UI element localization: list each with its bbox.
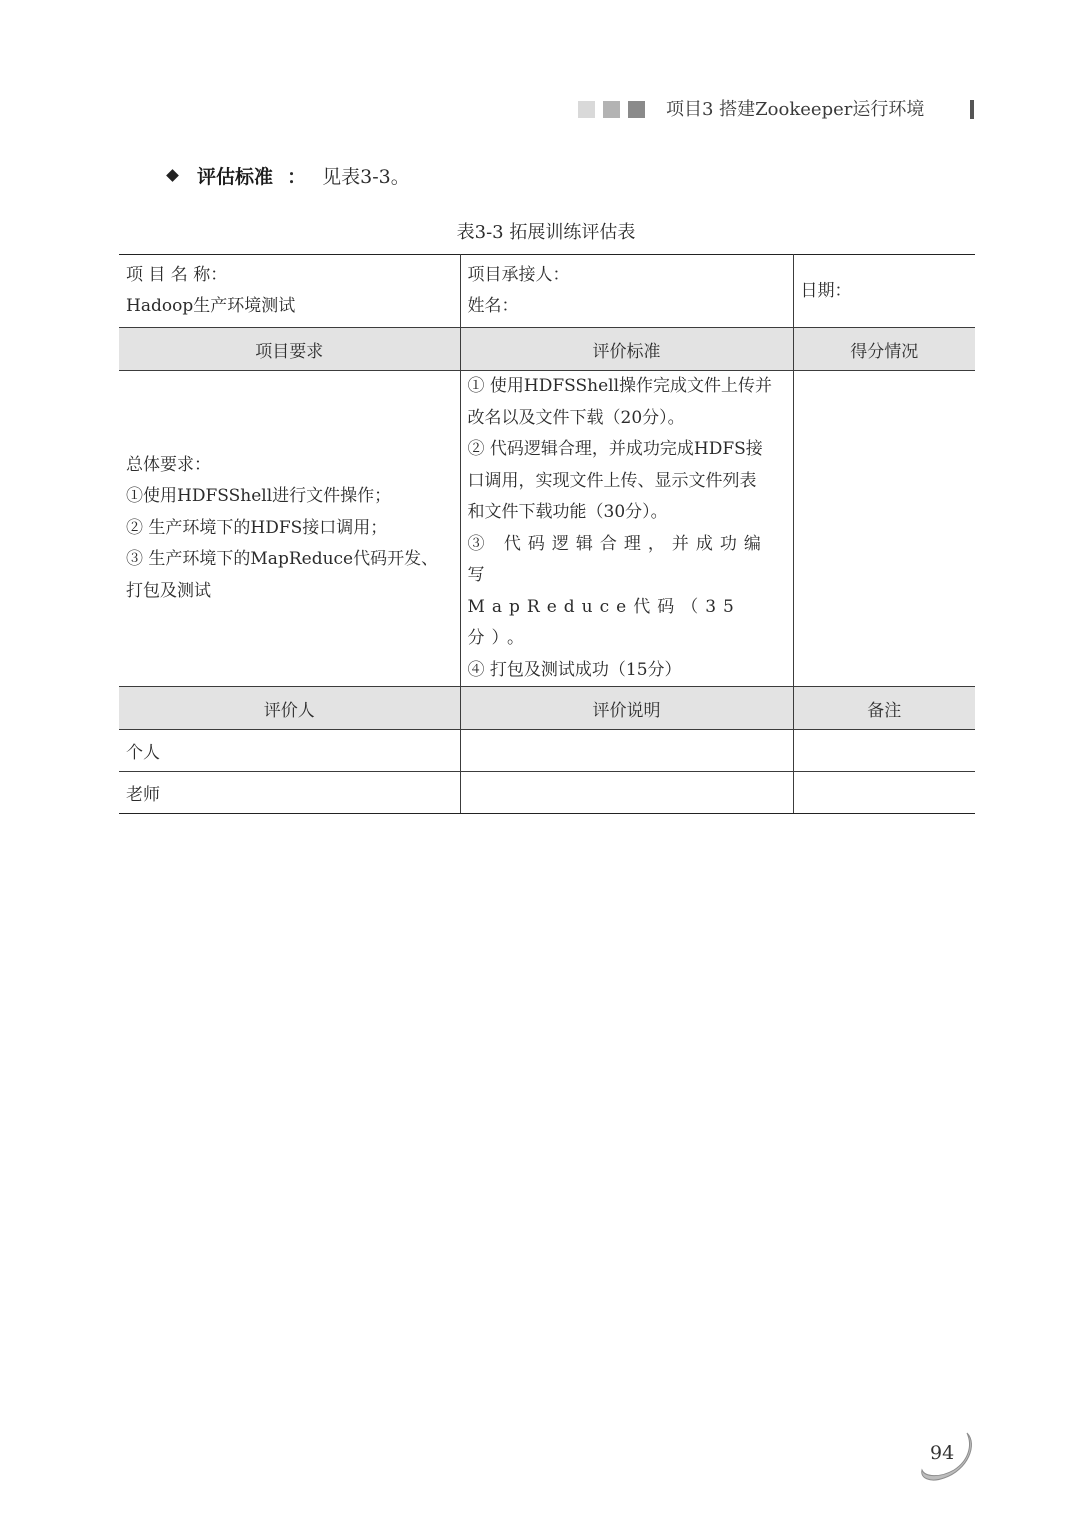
comment-cell xyxy=(460,730,793,772)
criteria-line: ① 使用HDFSShell操作完成文件上传并 xyxy=(467,376,773,396)
project-name-value: Hadoop生产环境测试 xyxy=(126,296,296,316)
requirement-line: 打包及测试 xyxy=(126,580,211,601)
date-cell xyxy=(793,255,975,328)
note-cell xyxy=(793,772,975,814)
undertaker-label: 项目承接人： xyxy=(467,265,570,285)
header-decoration-square xyxy=(628,101,645,118)
criteria-line: ③ 代码逻辑合理，并成功编写 xyxy=(467,533,768,585)
header-bar xyxy=(970,100,974,119)
evaluator-row xyxy=(119,772,975,814)
criteria-line: MapReduce代码（35分）。 xyxy=(467,596,741,648)
requirement-line: ② 生产环境下的HDFS接口调用； xyxy=(126,517,388,538)
header-decoration-square xyxy=(603,101,620,118)
page-number: 94 xyxy=(930,1442,955,1464)
page-number-badge xyxy=(918,1428,976,1484)
column-header: 项目要求 xyxy=(119,328,460,371)
comment-cell xyxy=(460,772,793,814)
project-name-cell xyxy=(119,255,460,328)
diamond-bullet-icon xyxy=(166,169,179,182)
requirements-row xyxy=(119,371,975,687)
requirement-line: ①使用HDFSShell进行文件操作； xyxy=(126,486,392,507)
evaluator-cell: 个人 xyxy=(119,730,460,772)
column-header: 评价标准 xyxy=(460,328,793,371)
table-header-row xyxy=(119,328,975,371)
requirements-cell xyxy=(119,371,460,687)
criteria-line: ② 代码逻辑合理，并成功完成HDFS接 xyxy=(467,439,763,459)
evaluator-cell: 老师 xyxy=(119,772,460,814)
criteria-line: 和文件下载功能（30分）。 xyxy=(467,502,668,522)
table-caption: 表3-3 拓展训练评估表 xyxy=(456,222,636,243)
column-header: 评价人 xyxy=(119,687,460,730)
criteria-cell xyxy=(460,371,793,687)
table-info-row xyxy=(119,255,975,328)
requirement-line: ③ 生产环境下的MapReduce代码开发、 xyxy=(126,549,439,570)
evaluator-header-row xyxy=(119,687,975,730)
name-label: 姓名： xyxy=(467,296,519,316)
criteria-line: ④ 打包及测试成功（15分） xyxy=(467,659,682,680)
evaluation-standard-label: 评估标准 xyxy=(197,166,274,188)
evaluator-row xyxy=(119,730,975,772)
project-name-label: 项 目 名 称： xyxy=(126,265,228,285)
score-cell xyxy=(793,371,975,687)
column-header: 评价说明 xyxy=(460,687,793,730)
column-header: 得分情况 xyxy=(793,328,975,371)
chapter-title: 项目3 搭建Zookeeper运行环境 xyxy=(666,99,925,120)
header-decoration-square xyxy=(578,101,595,118)
evaluation-standard-text: 见表3-3。 xyxy=(322,166,410,188)
date-label: 日期： xyxy=(800,280,852,301)
criteria-line: 改名以及文件下载（20分）。 xyxy=(467,407,685,428)
undertaker-cell xyxy=(460,255,793,328)
evaluation-table xyxy=(119,254,975,814)
note-cell xyxy=(793,730,975,772)
column-header: 备注 xyxy=(793,687,975,730)
requirement-line: 总体要求： xyxy=(126,454,211,475)
criteria-line: 口调用，实现文件上传、显示文件列表 xyxy=(467,470,757,491)
evaluation-standard-colon: ： xyxy=(287,166,307,188)
evaluation-standard-line xyxy=(168,163,410,191)
running-header xyxy=(578,98,988,124)
